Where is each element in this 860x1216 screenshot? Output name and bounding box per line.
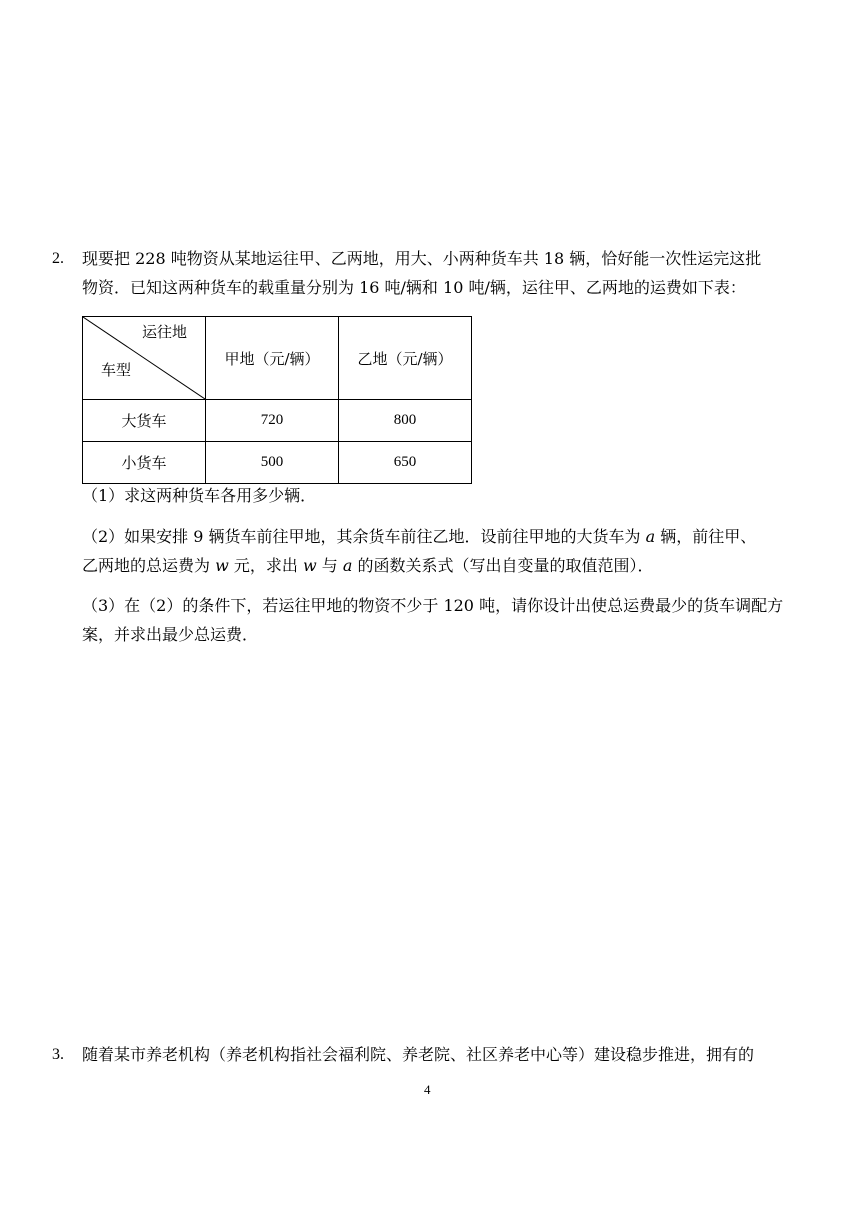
header-destination-label: 运往地	[141, 323, 187, 341]
problem-2-text-line2: 物资．已知这两种货车的载重量分别为 16 吨/辆和 10 吨/辆，运往甲、乙两地的运费如下表：	[82, 278, 746, 297]
diagonal-header-cell	[83, 317, 206, 400]
cell-large-jia: 720	[206, 400, 339, 442]
problem-3-text-line1: 随着某市养老机构（养老机构指社会福利院、养老院、社区养老中心等）建设稳步推进，拥有的	[82, 1045, 755, 1064]
row-label-large-truck: 大货车	[83, 400, 206, 442]
cell-large-yi: 800	[339, 400, 472, 442]
problem-3-number: 3.	[52, 1046, 64, 1063]
table-row	[83, 400, 472, 442]
page-number: 4	[424, 1082, 431, 1097]
column-header-jia: 甲地（元/辆）	[206, 317, 339, 400]
header-vehicle-type-label: 车型	[101, 361, 132, 379]
problem-2-text-line1: 现要把 228 吨物资从某地运往甲、乙两地，用大、小两种货车共 18 辆，恰好能一次性运完这批	[82, 249, 762, 268]
freight-table	[82, 316, 472, 484]
cell-small-yi: 650	[339, 442, 472, 484]
table-row	[83, 442, 472, 484]
row-label-small-truck: 小货车	[83, 442, 206, 484]
question-2-line2: 乙两地的总运费为 w 元，求出 w 与 a 的函数关系式（写出自变量的取值范围）．	[82, 556, 654, 575]
column-header-yi: 乙地（元/辆）	[339, 317, 472, 400]
problem-2-number: 2.	[52, 250, 64, 267]
question-1: （1）求这两种货车各用多少辆．	[82, 486, 317, 505]
question-2-line1: （2）如果安排 9 辆货车前往甲地，其余货车前往乙地．设前往甲地的大货车为 a 辆，前往甲、	[82, 527, 757, 546]
question-3-line1: （3）在（2）的条件下，若运往甲地的物资不少于 120 吨，请你设计出使总运费最少的货车调配方	[82, 596, 784, 615]
question-3-line2: 案，并求出最少总运费．	[82, 625, 259, 644]
cell-small-jia: 500	[206, 442, 339, 484]
